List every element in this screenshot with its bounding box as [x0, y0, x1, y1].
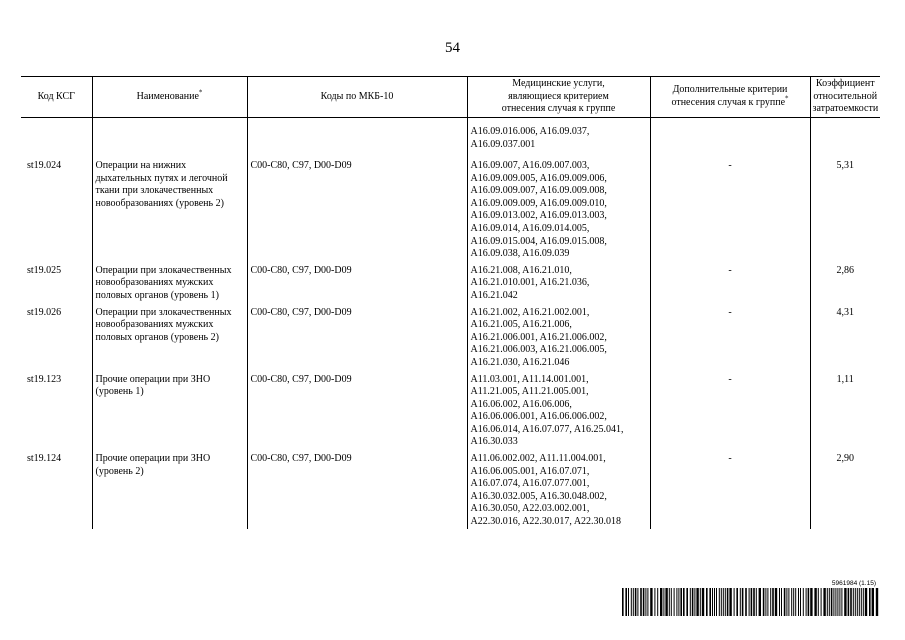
row-coefficient: 1,11 [810, 370, 880, 450]
ksg-table [21, 76, 880, 529]
row-name: Операции на нижних дыхательных путях и легочной ткани при злокачественных новообразованиях (уровень 2) [92, 156, 247, 261]
row-code: st19.025 [27, 264, 62, 276]
header-coefficient: Коэффициент относительной затратоемкости [810, 77, 880, 118]
row-additional: - [650, 449, 810, 529]
row-services: A16.09.007, A16.09.007.003, A16.09.009.005, A16.09.009.006, A16.09.009.007, A16.09.009.008, A16.09.009.009, A16.09.009.010, A16.09.013.002, A16.09.013.003, A16.09.014, A16.09.014.005, A16.09.015.004, A16.09.015.008, A16.09.038, A16.09.039 [467, 156, 650, 261]
row-name: Прочие операции при ЗНО (уровень 1) [92, 370, 247, 450]
row-code: st19.026 [27, 306, 62, 318]
table-row [21, 449, 880, 529]
row-services: A11.03.001, A11.14.001.001, A11.21.005, A11.21.005.001, A16.06.002, A16.06.006, A16.06.006.001, A16.06.006.002, A16.06.014, A16.07.077, A16.25.041, A16.30.033 [467, 370, 650, 450]
row-additional: - [650, 156, 810, 261]
row-mkb: C00-C80, C97, D00-D09 [247, 156, 467, 261]
row-coefficient: 4,31 [810, 303, 880, 370]
row-mkb: C00-C80, C97, D00-D09 [247, 261, 467, 303]
continuation-services: A16.09.016.006, A16.09.037, A16.09.037.001 [467, 118, 650, 157]
row-mkb: C00-C80, C97, D00-D09 [247, 370, 467, 450]
row-coefficient: 5,31 [810, 156, 880, 261]
row-name: Операции при злокачественных новообразованиях мужских половых органов (уровень 1) [92, 261, 247, 303]
header-services: Медицинские услуги, являющиеся критерием отнесения случая к группе [467, 77, 650, 118]
header-mkb: Коды по МКБ-10 [247, 77, 467, 118]
row-additional: - [650, 370, 810, 450]
table-row [21, 303, 880, 370]
row-coefficient: 2,86 [810, 261, 880, 303]
row-name: Прочие операции при ЗНО (уровень 2) [92, 449, 247, 529]
row-coefficient: 2,90 [810, 449, 880, 529]
row-name: Операции при злокачественных новообразованиях мужских половых органов (уровень 2) [92, 303, 247, 370]
row-mkb: C00-C80, C97, D00-D09 [247, 303, 467, 370]
row-code: st19.123 [27, 373, 62, 385]
row-code: st19.124 [27, 453, 62, 465]
row-additional: - [650, 303, 810, 370]
table-row [21, 261, 880, 303]
barcode-block [622, 580, 880, 621]
header-name: Наименование* [92, 77, 247, 118]
barcode-label: 5961984 (1.15) [831, 580, 876, 587]
row-services: A11.06.002.002, A11.11.004.001, A16.06.005.001, A16.07.071, A16.07.074, A16.07.077.001, A16.30.032.005, A16.30.048.002, A16.30.050, A22.03.002.001, A22.30.016, A22.30.017, A22.30.018 [467, 449, 650, 529]
row-code: st19.024 [27, 160, 62, 171]
table-header-row [21, 77, 880, 118]
continuation-row [21, 118, 880, 157]
barcode-icon [622, 588, 880, 616]
table-row [21, 156, 880, 261]
row-services: A16.21.002, A16.21.002.001, A16.21.005, A16.21.006, A16.21.006.001, A16.21.006.002, A16.21.006.003, A16.21.006.005, A16.21.030, A16.21.046 [467, 303, 650, 370]
row-services: A16.21.008, A16.21.010, A16.21.010.001, A16.21.036, A16.21.042 [467, 261, 650, 303]
page-number: 54 [445, 40, 460, 56]
header-additional: Дополнительные критерии отнесения случая к группе* [650, 77, 810, 118]
row-mkb: C00-C80, C97, D00-D09 [247, 449, 467, 529]
row-additional: - [650, 261, 810, 303]
header-code: Код КСГ [21, 77, 92, 118]
table-row [21, 370, 880, 450]
